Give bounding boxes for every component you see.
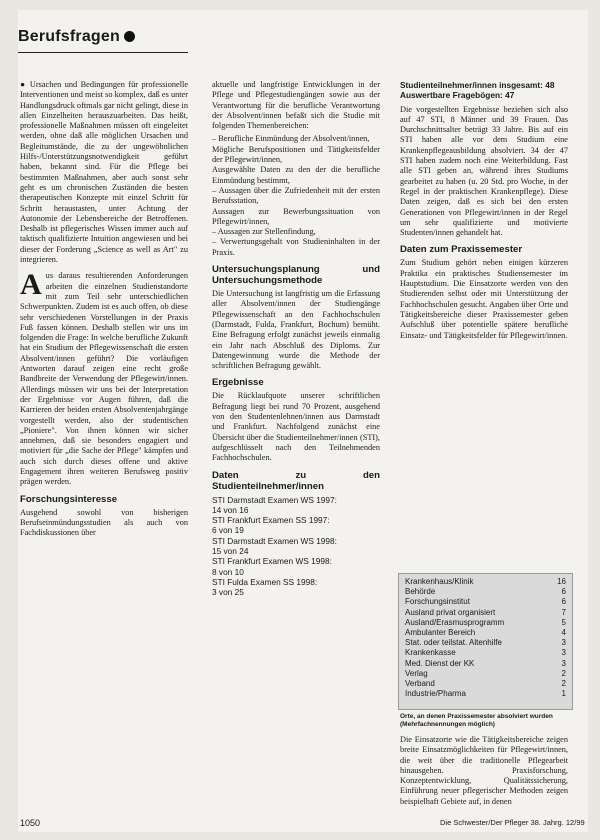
heading-praxissemester: Daten zum Praxissemester <box>400 244 523 256</box>
section-title: Berufsfragen <box>18 28 120 45</box>
data-line: STI Frankfurt Examen SS 1997: <box>212 515 330 526</box>
list-item: – Berufliche Einmündung der Absolvent/innen, <box>212 134 370 144</box>
stats-total: Studienteilnehmer/innen insgesamt: 48 <box>400 80 555 90</box>
data-line: STI Darmstadt Examen WS 1998: <box>212 535 337 546</box>
data-line: 14 von 16 <box>212 504 249 515</box>
paragraph: ● Ursachen und Bedingungen für professionelle Interventionen und meist so komplex, daß es unter Handlungsdruck oftmals gar nicht gelingt, diese in allen Einzelheiten herauszuarbeiten. Das heißt, professionelle Maßnahmen müssen oft eingeleitet werden, ohne daß alle möglichen Ursachen und Begleitumstände, die zu der ungewöhnlichen Hilfs-/Unterstützungsnotwendigkeit geführt haben, bekannt sind. Für die Pflege bei bestimmten Maßnahmen, aber auch sonst sehr geht es um chronischen Zuständen die besten therapeutischen Konzepte mit einzel Schritt für Schritt heraustasten, unter Achtung der Autonomie der Lebensbereiche der Betroffenen. Deshalb ist pflegerisches Wissen immer auch auf taktisch qualifizierte Intuition angewiesen und bei dieser der Forderung „Science as well as Art" zu integrieren. <box>20 80 189 265</box>
topic-list <box>212 134 380 258</box>
list-item: Mögliche Berufspositionen und Tätigkeitsfelder der Pflegewirt/innen, <box>212 144 380 165</box>
paragraph: Aus daraus resultierenden Anforderungen arbeiten die einzelnen Studienstandorte mit zum Teil sehr unterschiedlichen Schwerpunkten. Zudem ist es auch offen, ob diese sehr verschiedenen Vorstellungen in der Praxis Fuß fassen können. Deshalb stellen wir uns im folgenden die Frage: In welche berufliche Zukunft hat ein Studium der Pflegewissenschaft die ersten Absolvent/innen geführt? Die vorläufigen Antworten darauf zeigen eine recht große Bandbreite der Verwendung der Pflegewirt/innen. Allerdings müssen wir uns bei der Interpretation der Ergebnisse vor Augen führen, daß die Karrieren der beiden ersten Absolventenjahrgänge vorgestellt werden, also der studentischen „Pioniere". Von ihnen können wir sicher annehmen, daß sie besonders engagiert und motiviert für „die Sache der Pflege" kämpfen und auch sich durch dieses offene und aktive Engagement ihren weiteren Berufsweg positiv prägen werden. <box>20 268 188 487</box>
table-row: Industrie/Pharma 1 <box>405 689 566 699</box>
page-number: 1050 <box>20 818 41 828</box>
column-1 <box>20 80 188 541</box>
table-row: Krankenhaus/Klinik 16 <box>405 577 566 586</box>
list-item: – Verwertungsgehalt von Studieninhalten in der Praxis. <box>212 237 380 257</box>
column-3-bottom <box>400 735 568 810</box>
participant-data <box>212 495 380 598</box>
data-line: 8 von 10 <box>212 566 244 577</box>
table-row: Behörde 6 <box>405 587 566 597</box>
drop-cap: A <box>20 268 42 302</box>
table-row: Med. Dienst der KK 3 <box>405 658 566 668</box>
paragraph: Die Untersuchung ist langfristig um die Erfassung aller Absolvent/innen der Studiengänge Pflegewissenschaft an den Fachhochschulen (Darmstadt, Fulda, Frankfurt, Bochum) bemüht. Eine Befragung erfolgt zunächst jeweils einmalig ein Jahr nach Abschluß des Diploms. Zur Datengewinnung wurde die Methode der schriftlichen Befragung gewählt. <box>212 289 380 371</box>
table-caption: Orte, an denen Praxissemester absolviert wurden (Mehrfachnennungen möglich) <box>400 713 553 728</box>
paragraph: Die vorgestellten Ergebnisse beziehen sich also auf 47 STI, 8 Männer und 39 Frauen. Das Durchschnittsalter beträgt 33 Jahre. Bis auf ein STI haben alle vor dem Studium eine Krankenpflegeausbildung absolviert. 34 der 47 STI haben zudem noch eine Weiterbildung. Fast alle STI geben an, während ihres Studiums gearbeitet zu haben (u. 20 Std. pro Woche, in der Regel in der praktischen Krankenpflege). Diese Daten zeigen, daß es sich bei den ersten Generationen von Pflegewirt/innen in der Regel um sehr qualifizierte und motivierte Studenten/innen gehandelt hat. <box>400 104 568 238</box>
list-item: Aussagen zur Bewerbungssituation von Pflegewirt/innen, <box>212 206 380 226</box>
table-row: Krankenkasse 3 <box>405 648 566 658</box>
data-line: STI Fulda Examen SS 1998: <box>212 576 318 587</box>
data-line: 15 von 24 <box>212 545 249 556</box>
paragraph: Die Rücklaufquote unserer schriftlichen Befragung liegt bei rund 70 Prozent, ausgehend von den Studentenlehnen/innen aus Darmstadt und Frankfurt. Nachfolgend zunächst eine Übersicht über die Studienteilnehmer/innen (STI), aufgeschlüsselt nach den Teilnehmenden Fachhochschulen. <box>212 391 380 463</box>
heading-forschungsinteresse: Forschungsinteresse <box>20 493 118 505</box>
stats-evaluable: Auswertbare Fragebögen: 47 <box>400 90 515 101</box>
table-row: Ambulanter Bereich 4 <box>405 627 566 637</box>
heading-untersuchungsplanung: Untersuchungsplanung und Untersuchungsmethode <box>212 264 380 287</box>
paragraph: aktuelle und langfristige Entwicklungen in der Pflege und Pflegestudiengängen sowie aus der Verantwortung für die berufliche Verantwortung der Absolvent/innen befaßt sich die Studie mit folgenden Themenbereichen: <box>212 80 380 131</box>
bullet-icon <box>124 31 135 42</box>
heading-daten-studienteilnehmer: Daten zu den Studienteilnehmer/innen <box>212 469 380 492</box>
list-item: Ausgewählte Daten zu den der die berufliche Einmündung bestimmt, <box>212 165 380 185</box>
placement-table <box>398 573 573 710</box>
list-item: – Aussagen über die Zufriedenheit mit der ersten Berufsstation, <box>212 185 380 206</box>
paragraph: Zum Studium gehört neben einigen kürzeren Praktika ein praktisches Studiensemester im Hauptstudium. Die Einsatzorte werden von den Studierenden selbst oder mit Unterstützung der Fachhochschulen gesucht. Angaben über Orte und Tätigkeitsbereiche dieser Praxissemester geben Aufschluß über potentielle spätere berufliche Einsatz- und Tätigkeitsfelder für Pflegewirt/innen. <box>400 258 568 340</box>
column-2 <box>212 80 380 597</box>
table-row: Ausland privat organisiert 7 <box>405 607 566 617</box>
table-row: Verlag 2 <box>405 668 566 678</box>
list-item: – Aussagen zur Stellenfindung, <box>212 227 316 237</box>
data-line: STI Frankfurt Examen WS 1998: <box>212 556 332 567</box>
journal-footer: Die Schwester/Der Pfleger 38. Jahrg. 12/99 <box>440 818 585 827</box>
paragraph: Die Einsatzorte wie die Tätigkeitsbereiche zeigen breite Einsatzmöglichkeiten für Pflegewirt/innen, die weit über die traditionelle Pflegearbeit hinausgehen. Praxisforschung, Konzeptentwicklung, Qualitätssicherung, Einführung neuer pflegerischer Methoden zeigen beispielhaft Gebiete auf, in denen <box>400 735 568 806</box>
column-3 <box>400 80 568 344</box>
data-line: 3 von 25 <box>212 587 244 598</box>
data-line: STI Darmstadt Examen WS 1997: <box>212 494 337 505</box>
header-rule <box>18 52 188 53</box>
heading-ergebnisse: Ergebnisse <box>212 377 264 389</box>
data-line: 6 von 19 <box>212 525 244 536</box>
table-row: Ausland/Erasmusprogramm 5 <box>405 617 566 627</box>
section-header <box>18 28 135 46</box>
table-row: Forschungsinstitut 6 <box>405 597 566 607</box>
table-row: Stat. oder teilstat. Altenhilfe 3 <box>405 638 566 648</box>
table-row: Verband 2 <box>405 678 566 688</box>
paragraph: Ausgehend sowohl von bisherigen Berufseinmündungsstudien als auch von Fachdiskussionen über <box>20 507 188 538</box>
